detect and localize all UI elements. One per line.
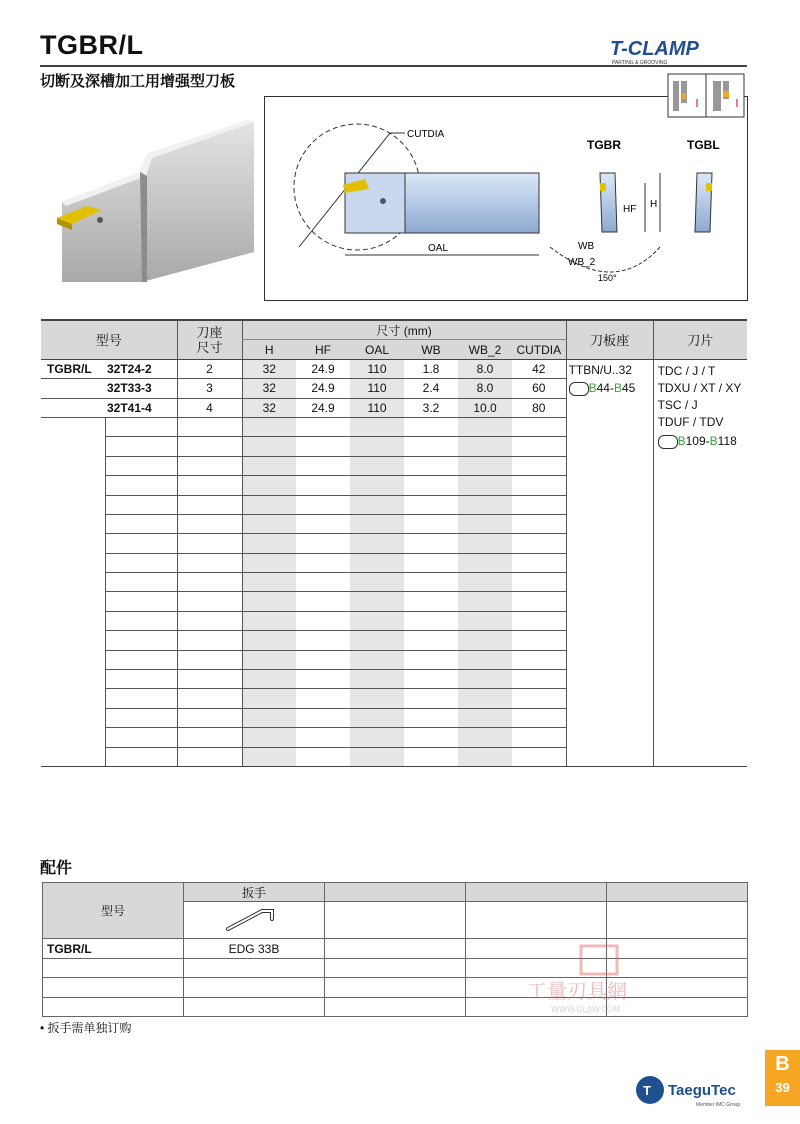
value-wb: 1.8	[404, 359, 458, 378]
model-code: 32T24-2	[105, 359, 177, 378]
col-header-wb2: WB_2	[458, 340, 512, 359]
insert-line: TDXU / XT / XY	[657, 380, 742, 395]
value-oal: 110	[350, 379, 404, 398]
label-cutdia: CUTDIA	[407, 129, 445, 140]
product-rows	[41, 359, 747, 766]
accessories-title: 配件	[40, 860, 73, 877]
label-oal: OAL	[428, 243, 449, 254]
magnifier-icon	[569, 382, 589, 396]
page-tab	[765, 1050, 800, 1106]
watermark	[525, 942, 675, 1014]
value-h: 32	[242, 398, 296, 417]
ref-letter: B	[613, 380, 622, 395]
label-wb2: WB_2	[568, 257, 596, 268]
ref-number: 118	[717, 433, 737, 448]
logo-subtext: Member IMC Group	[696, 1102, 741, 1108]
model-code: 32T33-3	[105, 379, 177, 398]
value-h: 32	[242, 379, 296, 398]
col-header-h: H	[242, 340, 296, 359]
label-h: H	[650, 199, 658, 210]
col-header-seat: 刀座 尺寸	[177, 320, 242, 359]
label-tgbr: TGBR	[587, 138, 621, 152]
acc-row-wrench: EDG 33B	[184, 939, 325, 958]
value-wb: 2.4	[404, 379, 458, 398]
insert-line: TDUF / TDV	[657, 414, 724, 429]
ref-number: 45	[621, 380, 636, 395]
insert-line: TSC / J	[657, 397, 698, 412]
dimension-diagram	[264, 96, 748, 301]
page-number: 39	[775, 1080, 790, 1095]
section-letter: B	[775, 1053, 790, 1075]
insert-ref[interactable]	[658, 433, 744, 450]
label-angle: 150°	[598, 273, 617, 283]
value-wb2: 10.0	[458, 398, 512, 417]
svg-text:T: T	[643, 1083, 651, 1098]
value-h: 32	[242, 359, 296, 378]
ref-number: 109-	[685, 433, 710, 448]
value-wb2: 8.0	[458, 379, 512, 398]
value-hf: 24.9	[296, 379, 350, 398]
col-header-blade-seat: 刀板座	[566, 320, 653, 359]
model-code: 32T41-4	[105, 398, 177, 417]
insert-cell	[653, 359, 747, 766]
col-header-model: 型号	[41, 320, 177, 359]
logo-text: TaeguTec	[668, 1082, 736, 1099]
value-oal: 110	[350, 359, 404, 378]
value-hf: 24.9	[296, 359, 350, 378]
blade-seat-name: TTBN/U..32	[568, 362, 632, 377]
page-subtitle: 切断及深槽加工用增强型刀板	[40, 73, 236, 90]
label-hf: HF	[623, 204, 637, 215]
seat-size: 3	[177, 379, 242, 398]
watermark-url: WWW.GLJJW.COM	[551, 1005, 621, 1014]
blade-seat-ref[interactable]	[569, 381, 651, 396]
page-title: TGBR/L	[40, 30, 144, 60]
value-hf: 24.9	[296, 398, 350, 417]
brand-title: T-CLAMP	[610, 38, 699, 60]
wrench-icon	[222, 903, 286, 935]
acc-row-model: TGBR/L	[43, 939, 184, 958]
acc-header-wrench: 扳手	[184, 883, 325, 902]
col-header-wb: WB	[404, 340, 458, 359]
value-oal: 110	[350, 398, 404, 417]
insert-line: TDC / J / T	[657, 363, 716, 378]
magnifier-icon	[658, 435, 678, 449]
col-header-cutdia: CUTDIA	[512, 340, 566, 359]
blade-seat-cell	[566, 359, 653, 766]
value-wb2: 8.0	[458, 359, 512, 378]
tool-illustration	[42, 112, 260, 284]
watermark-text: 工量刃具網	[527, 979, 627, 1003]
brand-subtitle: PARTING & GROOVING	[612, 60, 668, 66]
value-wb: 3.2	[404, 398, 458, 417]
ref-letter: B	[588, 380, 597, 395]
ref-number: 44-	[596, 380, 614, 395]
table-row	[41, 359, 747, 378]
model-prefix: TGBR/L	[41, 359, 105, 378]
t-clamp-logo	[608, 36, 748, 66]
value-cutdia: 42	[512, 359, 566, 378]
col-header-hf: HF	[296, 340, 350, 359]
label-wb: WB	[578, 241, 595, 252]
seat-size: 4	[177, 398, 242, 417]
footnote: • 扳手需单独订购	[40, 1021, 132, 1035]
col-header-oal: OAL	[350, 340, 404, 359]
wrench-illustration	[184, 902, 325, 939]
seat-size: 2	[177, 359, 242, 378]
label-tgbl: TGBL	[687, 138, 720, 152]
product-table	[41, 319, 747, 767]
value-cutdia: 60	[512, 379, 566, 398]
ref-letter: B	[709, 433, 718, 448]
col-header-dims: 尺寸 (mm)	[242, 320, 566, 340]
taegutec-logo	[634, 1072, 752, 1110]
col-header-insert: 刀片	[653, 320, 747, 359]
value-cutdia: 80	[512, 398, 566, 417]
ref-letter: B	[677, 433, 686, 448]
acc-header-model: 型号	[43, 883, 184, 939]
